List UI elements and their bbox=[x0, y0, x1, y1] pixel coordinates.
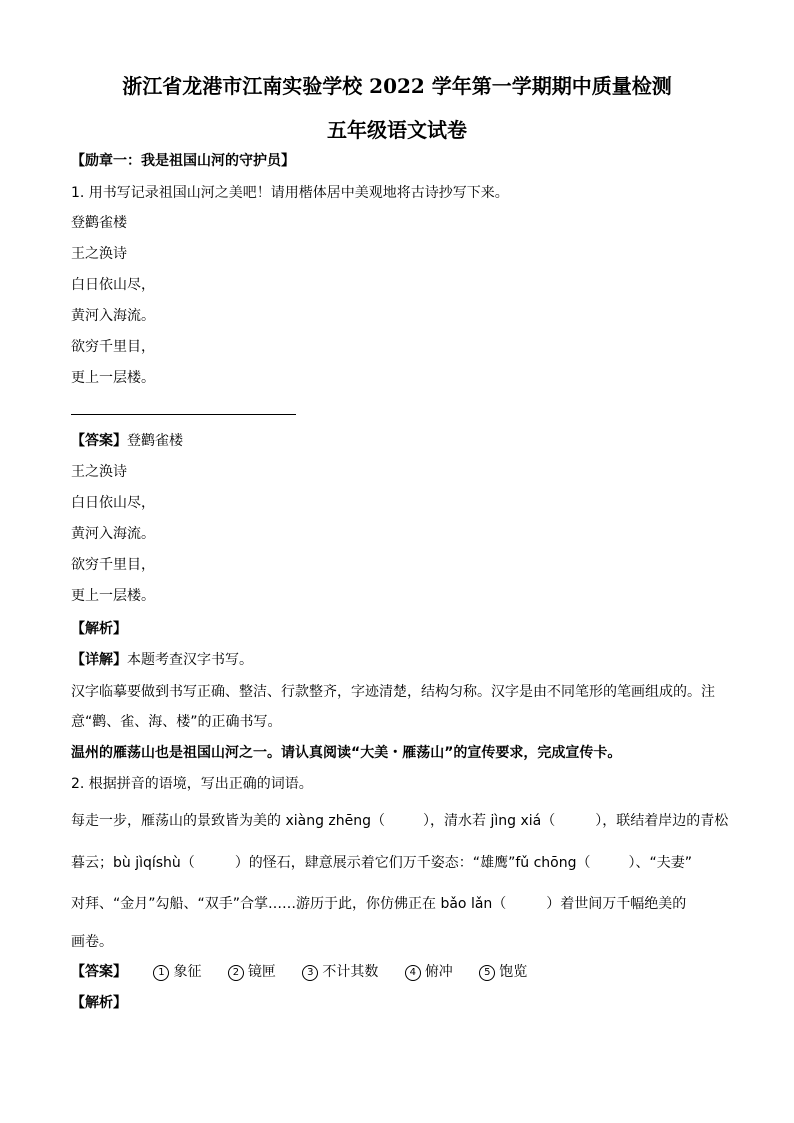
poem-line: 更上一层楼。 bbox=[71, 370, 155, 386]
circled-number: 4 bbox=[405, 965, 421, 981]
passage-line bbox=[71, 895, 686, 913]
circled-number: 5 bbox=[479, 965, 495, 981]
section-intro: 温州的雁荡山也是祖国山河之一。请认真阅读“大美・雁荡山”的宣传要求，完成宣传卡。 bbox=[71, 745, 622, 761]
passage-text: ）、“夫妻” bbox=[628, 855, 692, 871]
answer-word: 象征 bbox=[173, 964, 202, 980]
detail-label: 【详解】 bbox=[71, 652, 127, 668]
passage-text: 对拜、“金月”勾船、“双手”合掌……游历于此，你仿佛正在 bǎo lǎn（ bbox=[71, 896, 507, 912]
page-subtitle: 五年级语文试卷 bbox=[327, 118, 467, 142]
answer-line: 黄河入海流。 bbox=[71, 526, 155, 542]
answer-line: 更上一层楼。 bbox=[71, 588, 155, 604]
answer-item bbox=[153, 963, 201, 981]
passage-text: ），联结着岸边的青松 bbox=[595, 813, 729, 829]
poem-line: 登鹳雀楼 bbox=[71, 215, 127, 231]
analysis-label: 【解析】 bbox=[71, 621, 127, 637]
answer-word: 不计其数 bbox=[322, 964, 379, 980]
passage-text: ），清水若 jìng xiá（ bbox=[423, 813, 556, 829]
passage-text: 暮云；bù jìqíshù（ bbox=[71, 855, 195, 871]
answer-row bbox=[71, 432, 183, 450]
q2-answer-row bbox=[71, 963, 527, 981]
poem-line: 王之涣诗 bbox=[71, 246, 127, 262]
answer-writing-line bbox=[71, 414, 296, 415]
answer-label: 【答案】 bbox=[71, 433, 127, 449]
question-2-prompt: 2. 根据拼音的语境，写出正确的词语。 bbox=[71, 776, 313, 792]
page-title: 浙江省龙港市江南实验学校 2022 学年第一学期期中质量检测 bbox=[122, 74, 672, 98]
answer-item bbox=[302, 963, 378, 981]
passage-text: 每走一步，雁荡山的景致皆为美的 xiàng zhēng（ bbox=[71, 813, 386, 829]
circled-number: 1 bbox=[153, 965, 169, 981]
question-1-prompt: 1. 用书写记录祖国山河之美吧！请用楷体居中美观地将古诗抄写下来。 bbox=[71, 185, 509, 201]
answer-line: 王之涣诗 bbox=[71, 464, 127, 480]
explanation-text: 汉字临摹要做到书写正确、整洁、行款整齐，字迹清楚，结构匀称。汉字是由不同笔形的笔画组成的。注 bbox=[71, 684, 715, 700]
answer-line: 登鹳雀楼 bbox=[127, 433, 183, 449]
answer-item bbox=[479, 963, 527, 981]
passage-text: ）着世间万千幅绝美的 bbox=[546, 896, 687, 912]
analysis-label: 【解析】 bbox=[71, 995, 127, 1011]
circled-number: 2 bbox=[228, 965, 244, 981]
answer-line: 欲穷千里目， bbox=[71, 557, 155, 573]
passage-line bbox=[71, 854, 692, 872]
passage-line bbox=[71, 812, 728, 830]
answer-item bbox=[405, 963, 453, 981]
detail-text: 本题考查汉字书写。 bbox=[127, 652, 253, 668]
passage-text: ）的怪石，肆意展示着它们万千姿态：“雄鹰”fǔ chōng（ bbox=[234, 855, 591, 871]
poem-line: 黄河入海流。 bbox=[71, 308, 155, 324]
explanation-text: 意“鹳、雀、海、楼”的正确书写。 bbox=[71, 714, 282, 730]
passage-line: 画卷。 bbox=[71, 934, 113, 950]
section-heading: 【励章一：我是祖国山河的守护员】 bbox=[71, 153, 295, 169]
poem-line: 白日依山尽， bbox=[71, 277, 155, 293]
answer-word: 俯冲 bbox=[424, 964, 453, 980]
poem-line: 欲穷千里目， bbox=[71, 339, 155, 355]
answer-item bbox=[228, 963, 276, 981]
answer-line: 白日依山尽， bbox=[71, 495, 155, 511]
answer-word: 镜匣 bbox=[247, 964, 276, 980]
answer-label: 【答案】 bbox=[71, 964, 127, 980]
detail-row bbox=[71, 651, 253, 669]
circled-number: 3 bbox=[302, 965, 318, 981]
answer-word: 饱览 bbox=[499, 964, 528, 980]
